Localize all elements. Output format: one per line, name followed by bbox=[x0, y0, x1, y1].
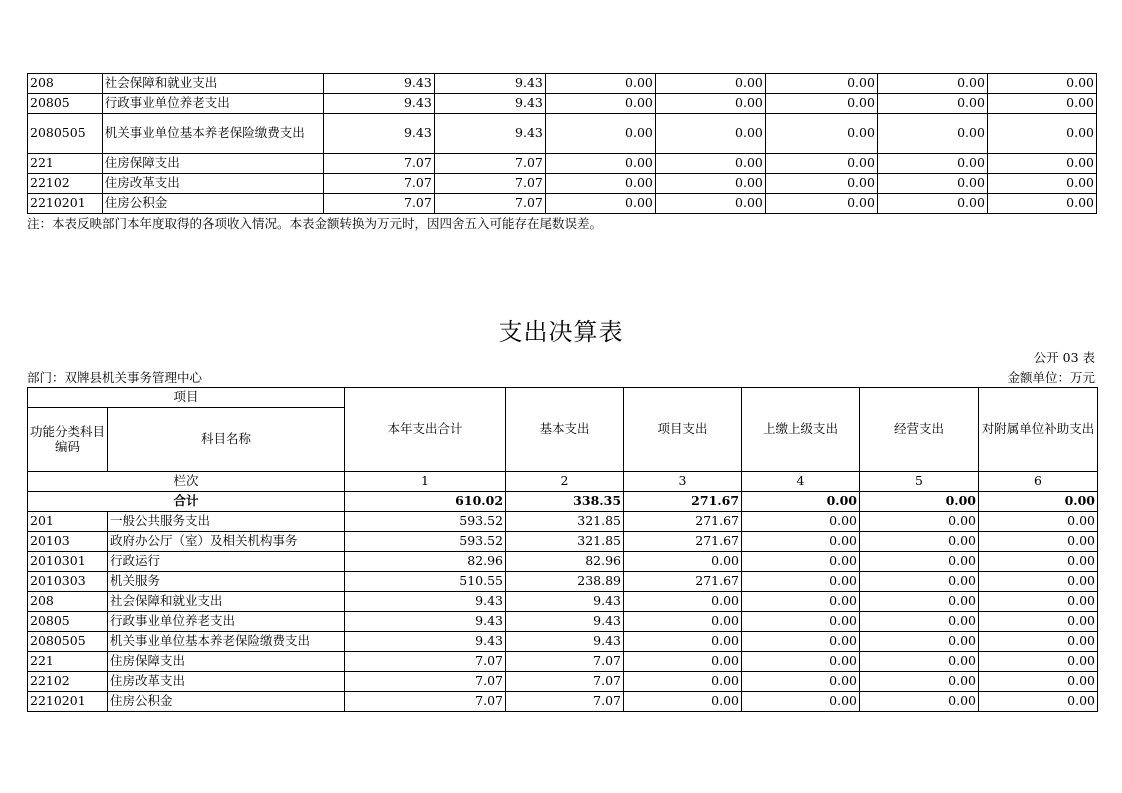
subject-name: 社会保障和就业支出 bbox=[108, 592, 345, 612]
line-number-row bbox=[28, 472, 1098, 492]
amount-cell: 0.00 bbox=[655, 114, 765, 154]
amount-cell: 0.00 bbox=[655, 74, 765, 94]
amount-cell: 82.96 bbox=[506, 552, 624, 572]
amount-cell: 0.00 bbox=[860, 692, 979, 712]
amount-cell: 0.00 bbox=[987, 174, 1096, 194]
amount-cell: 7.07 bbox=[506, 692, 624, 712]
amount-cell: 0.00 bbox=[624, 652, 742, 672]
amount-cell: 0.00 bbox=[624, 632, 742, 652]
amount-cell: 0.00 bbox=[860, 592, 979, 612]
amount-cell: 0.00 bbox=[545, 154, 655, 174]
total-cell: 271.67 bbox=[624, 492, 742, 512]
subject-code: 221 bbox=[28, 652, 108, 672]
total-row bbox=[28, 492, 1098, 512]
amount-cell: 0.00 bbox=[742, 552, 860, 572]
amount-cell: 9.43 bbox=[323, 114, 434, 154]
amount-cell: 321.85 bbox=[506, 532, 624, 552]
subject-name: 一般公共服务支出 bbox=[108, 512, 345, 532]
header-basic-expenditure: 基本支出 bbox=[506, 388, 624, 472]
amount-cell: 82.96 bbox=[345, 552, 506, 572]
header-subject-code: 功能分类科目编码 bbox=[28, 408, 108, 472]
amount-cell: 271.67 bbox=[624, 512, 742, 532]
subject-name: 住房保障支出 bbox=[108, 652, 345, 672]
table-row bbox=[28, 692, 1098, 712]
total-cell: 338.35 bbox=[506, 492, 624, 512]
subject-name: 住房公积金 bbox=[108, 692, 345, 712]
amount-cell: 9.43 bbox=[506, 592, 624, 612]
amount-cell: 0.00 bbox=[655, 174, 765, 194]
table-row bbox=[28, 552, 1098, 572]
amount-cell: 0.00 bbox=[655, 194, 765, 214]
amount-cell: 0.00 bbox=[545, 114, 655, 154]
amount-cell: 0.00 bbox=[624, 552, 742, 572]
amount-cell: 9.43 bbox=[323, 94, 434, 114]
table-row bbox=[28, 194, 1097, 214]
amount-cell: 0.00 bbox=[979, 532, 1098, 552]
amount-cell: 0.00 bbox=[860, 532, 979, 552]
table-row bbox=[28, 572, 1098, 592]
table-row bbox=[28, 154, 1097, 174]
table-row bbox=[28, 512, 1098, 532]
amount-cell: 7.07 bbox=[506, 672, 624, 692]
total-cell: 0.00 bbox=[860, 492, 979, 512]
amount-cell: 0.00 bbox=[877, 114, 987, 154]
line-number: 2 bbox=[506, 472, 624, 492]
subject-name: 住房改革支出 bbox=[102, 174, 323, 194]
amount-cell: 0.00 bbox=[742, 592, 860, 612]
amount-cell: 0.00 bbox=[979, 592, 1098, 612]
amount-cell: 0.00 bbox=[979, 632, 1098, 652]
amount-cell: 0.00 bbox=[655, 94, 765, 114]
amount-cell: 0.00 bbox=[545, 74, 655, 94]
subject-code: 2010303 bbox=[28, 572, 108, 592]
amount-cell: 0.00 bbox=[624, 592, 742, 612]
amount-cell: 7.07 bbox=[323, 154, 434, 174]
subject-code: 221 bbox=[28, 154, 103, 174]
amount-cell: 321.85 bbox=[506, 512, 624, 532]
amount-cell: 7.07 bbox=[434, 154, 545, 174]
amount-cell: 0.00 bbox=[765, 194, 877, 214]
table-row bbox=[28, 612, 1098, 632]
page-title: 支出决算表 bbox=[498, 318, 624, 346]
subject-name: 住房公积金 bbox=[102, 194, 323, 214]
subject-name: 行政事业单位养老支出 bbox=[108, 612, 345, 632]
amount-cell: 593.52 bbox=[345, 512, 506, 532]
subject-code: 20805 bbox=[28, 612, 108, 632]
amount-cell: 9.43 bbox=[345, 632, 506, 652]
subject-code: 22102 bbox=[28, 672, 108, 692]
amount-cell: 7.07 bbox=[323, 174, 434, 194]
amount-cell: 0.00 bbox=[545, 174, 655, 194]
amount-cell: 0.00 bbox=[979, 612, 1098, 632]
subject-code: 2210201 bbox=[28, 194, 103, 214]
amount-cell: 9.43 bbox=[345, 612, 506, 632]
subject-code: 22102 bbox=[28, 174, 103, 194]
subject-name: 政府办公厅（室）及相关机构事务 bbox=[108, 532, 345, 552]
amount-cell: 0.00 bbox=[624, 672, 742, 692]
amount-cell: 0.00 bbox=[979, 572, 1098, 592]
amount-cell: 0.00 bbox=[987, 154, 1096, 174]
subject-code: 208 bbox=[28, 592, 108, 612]
amount-cell: 0.00 bbox=[742, 532, 860, 552]
total-cell: 0.00 bbox=[979, 492, 1098, 512]
table-row bbox=[28, 94, 1097, 114]
subject-code: 2080505 bbox=[28, 632, 108, 652]
amount-cell: 9.43 bbox=[434, 114, 545, 154]
table-row bbox=[28, 652, 1098, 672]
header-project-expenditure: 项目支出 bbox=[624, 388, 742, 472]
amount-cell: 0.00 bbox=[860, 572, 979, 592]
amount-cell: 7.07 bbox=[506, 652, 624, 672]
total-label: 合计 bbox=[28, 492, 345, 512]
amount-cell: 0.00 bbox=[979, 672, 1098, 692]
subject-code: 20805 bbox=[28, 94, 103, 114]
subject-code: 2080505 bbox=[28, 114, 103, 154]
amount-unit-label: 金额单位：万元 bbox=[1007, 370, 1095, 385]
amount-cell: 0.00 bbox=[877, 74, 987, 94]
subject-name: 机关事业单位基本养老保险缴费支出 bbox=[102, 114, 323, 154]
subject-code: 2210201 bbox=[28, 692, 108, 712]
table-row bbox=[28, 532, 1098, 552]
subject-code: 201 bbox=[28, 512, 108, 532]
amount-cell: 7.07 bbox=[345, 652, 506, 672]
amount-cell: 0.00 bbox=[987, 94, 1096, 114]
amount-cell: 0.00 bbox=[742, 672, 860, 692]
amount-cell: 510.55 bbox=[345, 572, 506, 592]
table-note: 注：本表反映部门本年度取得的各项收入情况。本表金额转换为万元时，因四舍五入可能存在尾数误差。 bbox=[27, 216, 603, 231]
subject-name: 住房保障支出 bbox=[102, 154, 323, 174]
form-code-label: 公开 03 表 bbox=[1033, 350, 1095, 365]
table-row bbox=[28, 174, 1097, 194]
amount-cell: 0.00 bbox=[742, 632, 860, 652]
amount-cell: 0.00 bbox=[987, 194, 1096, 214]
header-subject-name: 科目名称 bbox=[108, 408, 345, 472]
amount-cell: 9.43 bbox=[434, 74, 545, 94]
table-row bbox=[28, 114, 1097, 154]
amount-cell: 7.07 bbox=[434, 174, 545, 194]
amount-cell: 0.00 bbox=[765, 94, 877, 114]
subject-name: 机关服务 bbox=[108, 572, 345, 592]
line-label: 栏次 bbox=[28, 472, 345, 492]
amount-cell: 0.00 bbox=[860, 652, 979, 672]
amount-cell: 0.00 bbox=[765, 154, 877, 174]
header-subsidy-affiliated: 对附属单位补助支出 bbox=[979, 388, 1098, 472]
amount-cell: 271.67 bbox=[624, 572, 742, 592]
amount-cell: 9.43 bbox=[506, 612, 624, 632]
amount-cell: 0.00 bbox=[979, 692, 1098, 712]
line-number: 4 bbox=[742, 472, 860, 492]
amount-cell: 0.00 bbox=[655, 154, 765, 174]
amount-cell: 0.00 bbox=[987, 114, 1096, 154]
income-table-continued bbox=[27, 73, 1097, 214]
amount-cell: 0.00 bbox=[742, 572, 860, 592]
amount-cell: 9.43 bbox=[434, 94, 545, 114]
amount-cell: 0.00 bbox=[860, 632, 979, 652]
expenditure-table bbox=[27, 387, 1098, 712]
header-business-expenditure: 经营支出 bbox=[860, 388, 979, 472]
amount-cell: 7.07 bbox=[323, 194, 434, 214]
amount-cell: 0.00 bbox=[624, 692, 742, 712]
amount-cell: 0.00 bbox=[877, 174, 987, 194]
subject-name: 住房改革支出 bbox=[108, 672, 345, 692]
amount-cell: 0.00 bbox=[742, 512, 860, 532]
amount-cell: 9.43 bbox=[345, 592, 506, 612]
header-total-expenditure: 本年支出合计 bbox=[345, 388, 506, 472]
amount-cell: 271.67 bbox=[624, 532, 742, 552]
subject-name: 机关事业单位基本养老保险缴费支出 bbox=[108, 632, 345, 652]
amount-cell: 0.00 bbox=[545, 194, 655, 214]
department-label: 部门：双牌县机关事务管理中心 bbox=[27, 370, 203, 385]
table-row bbox=[28, 74, 1097, 94]
amount-cell: 0.00 bbox=[742, 652, 860, 672]
subject-code: 20103 bbox=[28, 532, 108, 552]
amount-cell: 9.43 bbox=[506, 632, 624, 652]
table-row bbox=[28, 592, 1098, 612]
subject-name: 社会保障和就业支出 bbox=[102, 74, 323, 94]
amount-cell: 0.00 bbox=[860, 512, 979, 532]
subject-name: 行政运行 bbox=[108, 552, 345, 572]
amount-cell: 0.00 bbox=[860, 552, 979, 572]
line-number: 3 bbox=[624, 472, 742, 492]
amount-cell: 7.07 bbox=[345, 672, 506, 692]
amount-cell: 7.07 bbox=[345, 692, 506, 712]
amount-cell: 0.00 bbox=[987, 74, 1096, 94]
amount-cell: 0.00 bbox=[877, 94, 987, 114]
amount-cell: 0.00 bbox=[742, 612, 860, 632]
amount-cell: 0.00 bbox=[860, 612, 979, 632]
amount-cell: 0.00 bbox=[979, 552, 1098, 572]
table-row bbox=[28, 632, 1098, 652]
amount-cell: 593.52 bbox=[345, 532, 506, 552]
header-remit-superior: 上缴上级支出 bbox=[742, 388, 860, 472]
amount-cell: 0.00 bbox=[742, 692, 860, 712]
amount-cell: 0.00 bbox=[624, 612, 742, 632]
amount-cell: 0.00 bbox=[545, 94, 655, 114]
amount-cell: 7.07 bbox=[434, 194, 545, 214]
amount-cell: 0.00 bbox=[979, 512, 1098, 532]
amount-cell: 0.00 bbox=[765, 114, 877, 154]
subject-code: 2010301 bbox=[28, 552, 108, 572]
subject-name: 行政事业单位养老支出 bbox=[102, 94, 323, 114]
total-cell: 610.02 bbox=[345, 492, 506, 512]
amount-cell: 9.43 bbox=[323, 74, 434, 94]
total-cell: 0.00 bbox=[742, 492, 860, 512]
line-number: 1 bbox=[345, 472, 506, 492]
amount-cell: 0.00 bbox=[765, 74, 877, 94]
line-number: 6 bbox=[979, 472, 1098, 492]
amount-cell: 0.00 bbox=[877, 194, 987, 214]
subject-code: 208 bbox=[28, 74, 103, 94]
line-number: 5 bbox=[860, 472, 979, 492]
header-row bbox=[28, 388, 1098, 408]
amount-cell: 0.00 bbox=[860, 672, 979, 692]
amount-cell: 238.89 bbox=[506, 572, 624, 592]
amount-cell: 0.00 bbox=[877, 154, 987, 174]
amount-cell: 0.00 bbox=[765, 174, 877, 194]
header-item: 项目 bbox=[28, 388, 345, 408]
table-row bbox=[28, 672, 1098, 692]
amount-cell: 0.00 bbox=[979, 652, 1098, 672]
